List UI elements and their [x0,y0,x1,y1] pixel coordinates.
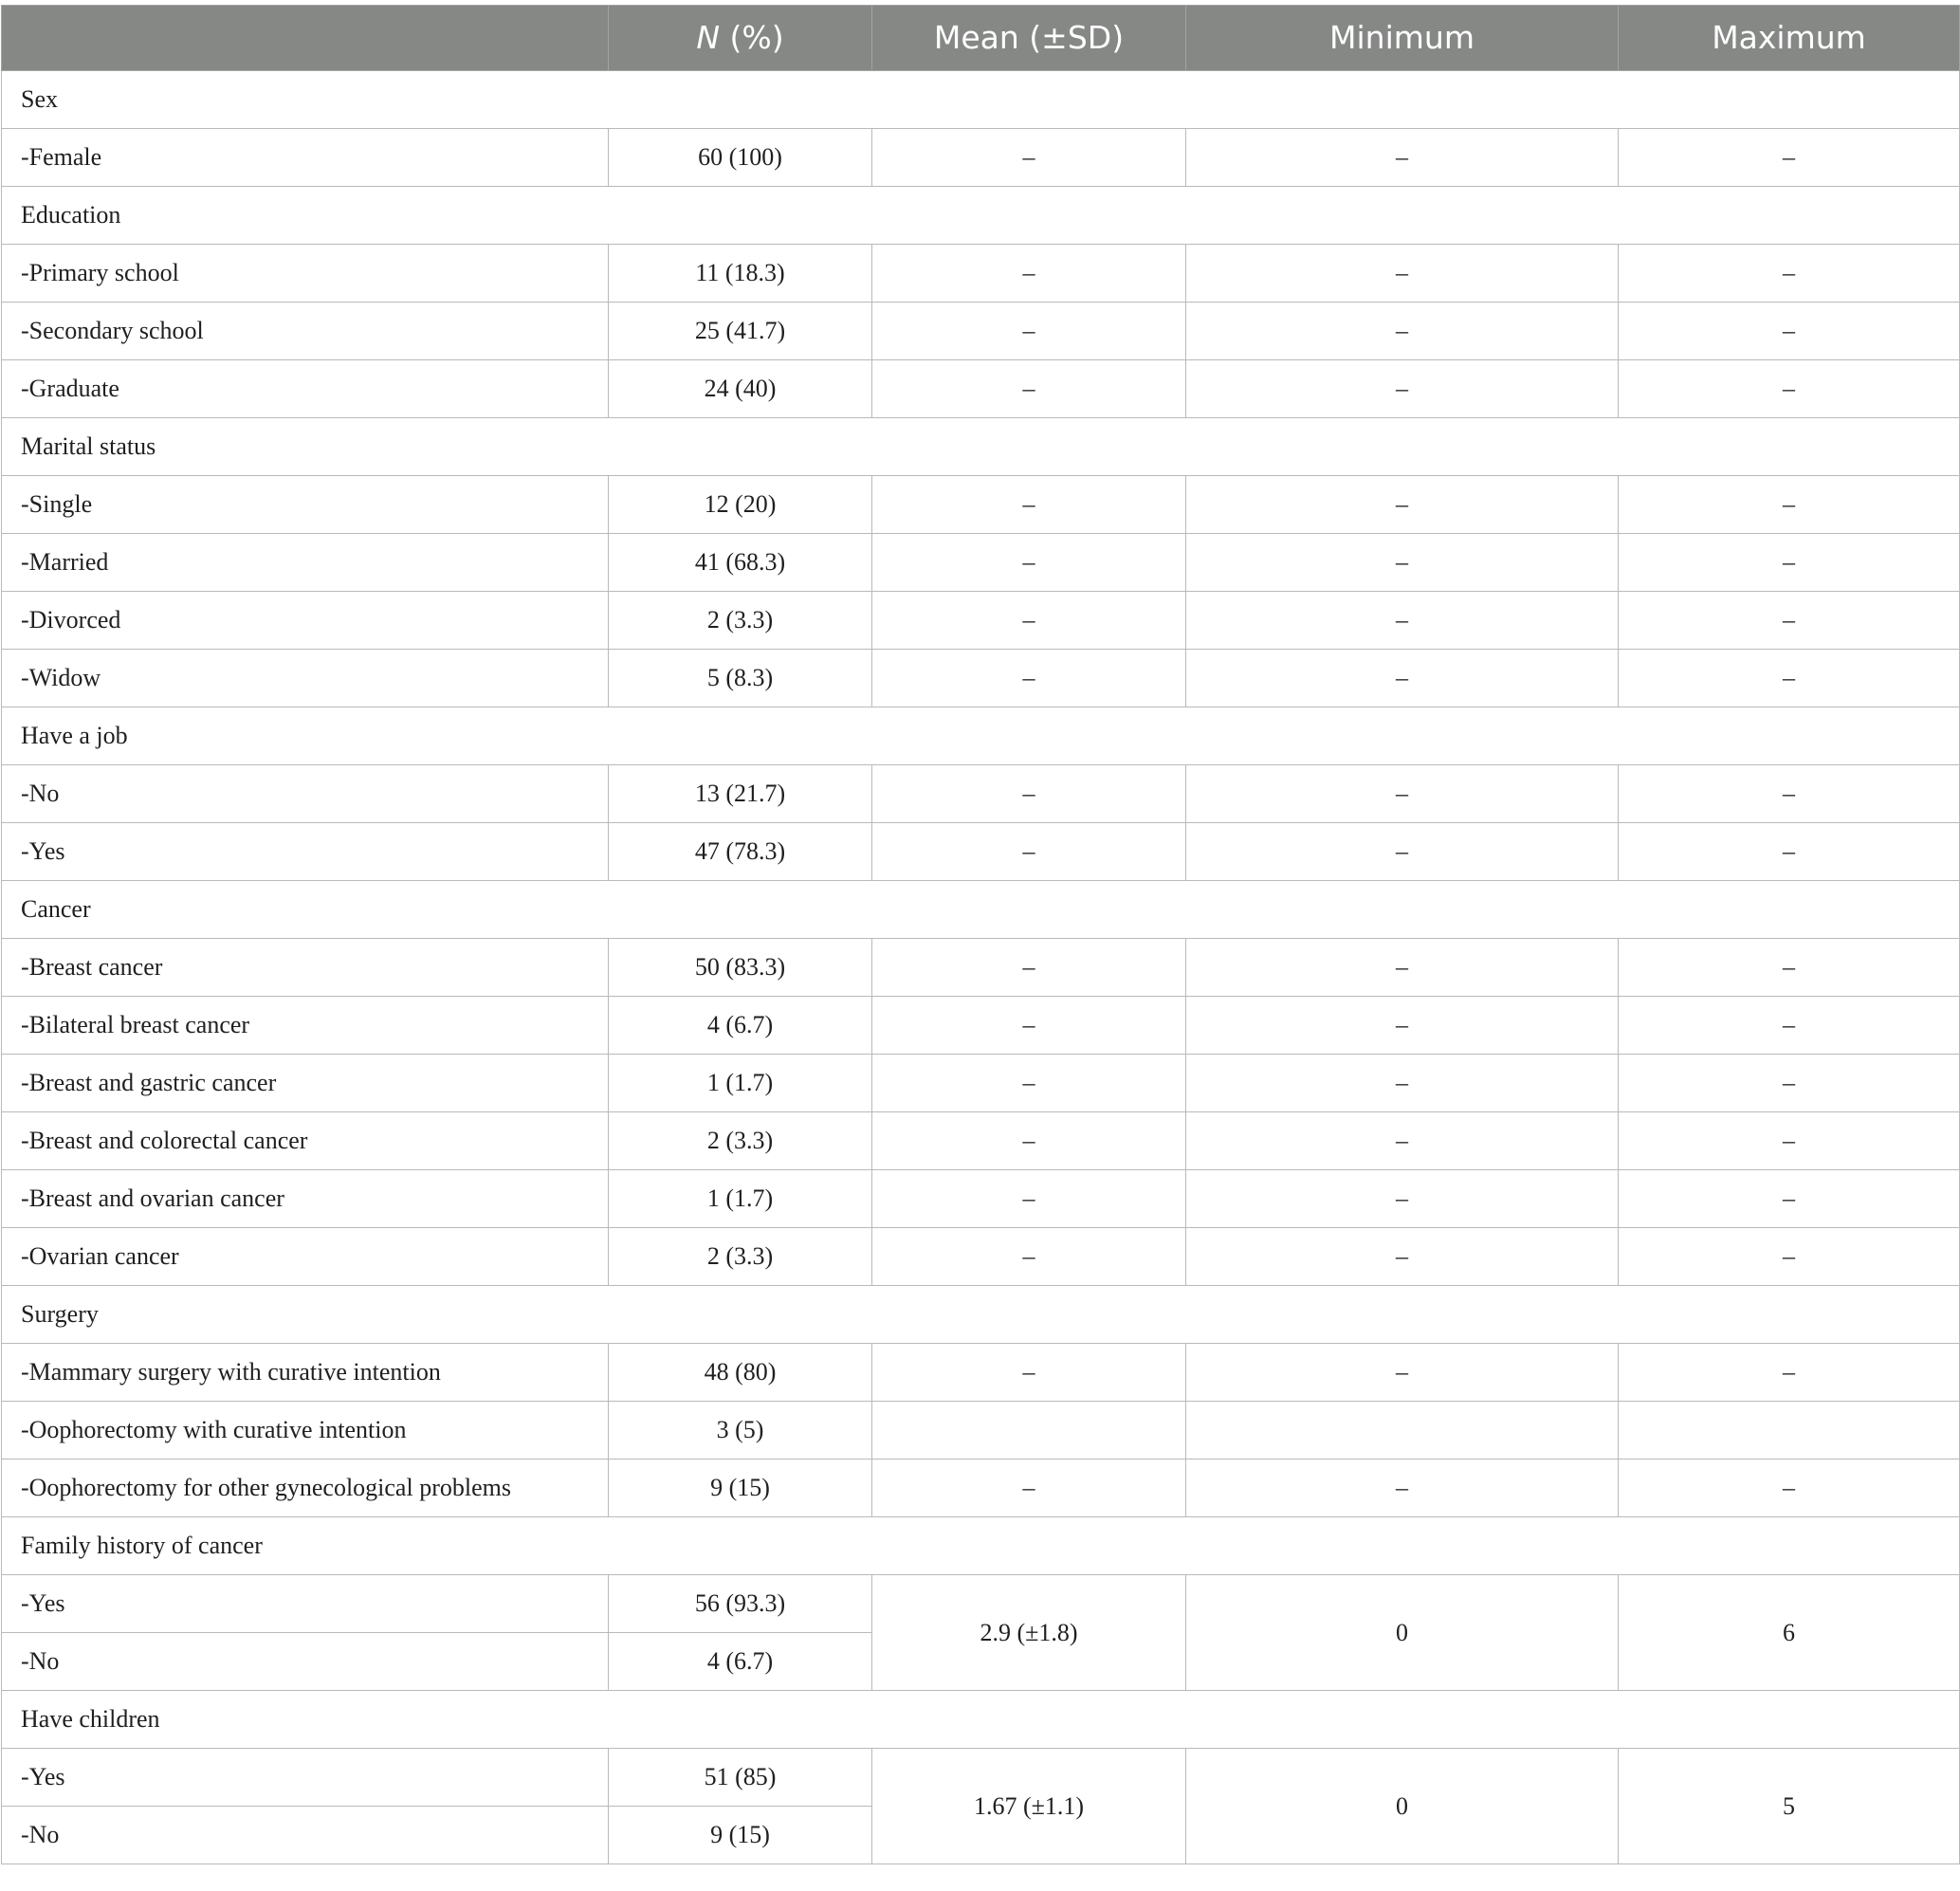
section-row-marital-status [2,418,1960,476]
n-percent-cell: 9 (15) [609,1460,872,1517]
minimum-cell: – [1186,1228,1619,1286]
table-row [2,1575,1960,1633]
maximum-cell-empty [1619,1402,1960,1460]
section-row-cancer [2,881,1960,939]
maximum-cell: – [1619,1112,1960,1170]
minimum-cell-empty [1186,1402,1619,1460]
n-percent-cell: 24 (40) [609,360,872,418]
minimum-cell: – [1186,476,1619,534]
n-percent-cell: 48 (80) [609,1344,872,1402]
row-label: -Oophorectomy with curative intention [2,1402,609,1460]
table-row [2,245,1960,303]
mean-cell: – [872,1170,1186,1228]
table-row [2,1460,1960,1517]
maximum-cell: – [1619,823,1960,881]
header-mean: Mean (±SD) [872,6,1186,71]
maximum-cell: – [1619,765,1960,823]
minimum-cell: – [1186,1170,1619,1228]
n-percent-cell: 4 (6.7) [609,1633,872,1691]
mean-cell: – [872,245,1186,303]
row-label: -Mammary surgery with curative intention [2,1344,609,1402]
n-percent-cell: 1 (1.7) [609,1170,872,1228]
maximum-cell: 6 [1619,1575,1960,1691]
section-title: Marital status [2,418,1960,476]
row-label: -Divorced [2,592,609,650]
n-percent-cell: 2 (3.3) [609,592,872,650]
section-row-education [2,187,1960,245]
maximum-cell: – [1619,592,1960,650]
header-maximum: Maximum [1619,6,1960,71]
n-percent-cell: 5 (8.3) [609,650,872,707]
header-n-letter: N [696,19,721,56]
mean-cell: – [872,476,1186,534]
section-title: Sex [2,71,1960,129]
n-percent-cell: 60 (100) [609,129,872,187]
n-percent-cell: 11 (18.3) [609,245,872,303]
mean-cell: – [872,360,1186,418]
mean-cell: – [872,1112,1186,1170]
minimum-cell: – [1186,1460,1619,1517]
section-row-have-children [2,1691,1960,1749]
maximum-cell: – [1619,1344,1960,1402]
mean-cell: – [872,823,1186,881]
maximum-cell: – [1619,1170,1960,1228]
row-label: -Secondary school [2,303,609,360]
maximum-cell: – [1619,476,1960,534]
table-row [2,939,1960,997]
header-minimum: Minimum [1186,6,1619,71]
section-title: Cancer [2,881,1960,939]
n-percent-cell: 2 (3.3) [609,1228,872,1286]
section-row-family-history [2,1517,1960,1575]
table-row [2,476,1960,534]
n-percent-cell: 9 (15) [609,1807,872,1864]
table-row [2,765,1960,823]
maximum-cell: – [1619,1228,1960,1286]
table-row [2,360,1960,418]
header-n-percent [609,6,872,71]
table-row [2,1112,1960,1170]
maximum-cell: 5 [1619,1749,1960,1864]
demographics-table [1,5,1960,1864]
row-label: -Widow [2,650,609,707]
table-row [2,1749,1960,1807]
row-label: -Single [2,476,609,534]
row-label: -Yes [2,823,609,881]
section-title: Education [2,187,1960,245]
maximum-cell: – [1619,650,1960,707]
row-label: -Breast and colorectal cancer [2,1112,609,1170]
n-percent-cell: 41 (68.3) [609,534,872,592]
minimum-cell: 0 [1186,1749,1619,1864]
minimum-cell: – [1186,303,1619,360]
table-row [2,1055,1960,1112]
row-label: -Breast and ovarian cancer [2,1170,609,1228]
row-label: -Primary school [2,245,609,303]
mean-cell: – [872,534,1186,592]
section-row-surgery [2,1286,1960,1344]
mean-cell: – [872,592,1186,650]
row-label: -Yes [2,1749,609,1807]
n-percent-cell: 50 (83.3) [609,939,872,997]
section-title: Have children [2,1691,1960,1749]
row-label: -No [2,1807,609,1864]
maximum-cell: – [1619,1055,1960,1112]
minimum-cell: – [1186,245,1619,303]
n-percent-cell: 25 (41.7) [609,303,872,360]
n-percent-cell: 12 (20) [609,476,872,534]
table-row [2,592,1960,650]
minimum-cell: – [1186,650,1619,707]
row-label: -Breast cancer [2,939,609,997]
minimum-cell: – [1186,997,1619,1055]
mean-cell: – [872,129,1186,187]
mean-cell: – [872,650,1186,707]
header-row [2,6,1960,71]
row-label: -Oophorectomy for other gynecological problems [2,1460,609,1517]
n-percent-cell: 1 (1.7) [609,1055,872,1112]
n-percent-cell: 2 (3.3) [609,1112,872,1170]
n-percent-cell: 4 (6.7) [609,997,872,1055]
n-percent-cell: 3 (5) [609,1402,872,1460]
maximum-cell: – [1619,360,1960,418]
maximum-cell: – [1619,303,1960,360]
row-label: -Yes [2,1575,609,1633]
mean-cell: – [872,997,1186,1055]
mean-cell: – [872,1460,1186,1517]
mean-cell: – [872,1344,1186,1402]
header-percent: (%) [720,19,784,56]
n-percent-cell: 13 (21.7) [609,765,872,823]
table-row [2,1170,1960,1228]
row-label: -Breast and gastric cancer [2,1055,609,1112]
row-label: -No [2,1633,609,1691]
row-label: -Bilateral breast cancer [2,997,609,1055]
minimum-cell: – [1186,534,1619,592]
mean-cell-empty [872,1402,1186,1460]
n-percent-cell: 51 (85) [609,1749,872,1807]
header-blank [2,6,609,71]
maximum-cell: – [1619,939,1960,997]
mean-cell: – [872,1228,1186,1286]
mean-cell: 1.67 (±1.1) [872,1749,1186,1864]
section-title: Family history of cancer [2,1517,1960,1575]
mean-cell: – [872,939,1186,997]
mean-cell: – [872,765,1186,823]
maximum-cell: – [1619,1460,1960,1517]
maximum-cell: – [1619,129,1960,187]
section-title: Surgery [2,1286,1960,1344]
minimum-cell: 0 [1186,1575,1619,1691]
n-percent-cell: 56 (93.3) [609,1575,872,1633]
minimum-cell: – [1186,1112,1619,1170]
minimum-cell: – [1186,823,1619,881]
minimum-cell: – [1186,592,1619,650]
table-row [2,1402,1960,1460]
table-row [2,1228,1960,1286]
minimum-cell: – [1186,1344,1619,1402]
minimum-cell: – [1186,765,1619,823]
minimum-cell: – [1186,939,1619,997]
row-label: -Female [2,129,609,187]
maximum-cell: – [1619,997,1960,1055]
section-row-sex [2,71,1960,129]
maximum-cell: – [1619,245,1960,303]
section-row-have-a-job [2,707,1960,765]
table-row [2,303,1960,360]
minimum-cell: – [1186,129,1619,187]
row-label: -Married [2,534,609,592]
table-row [2,1344,1960,1402]
mean-cell: 2.9 (±1.8) [872,1575,1186,1691]
table-row [2,997,1960,1055]
table-row [2,129,1960,187]
row-label: -Graduate [2,360,609,418]
table-row [2,534,1960,592]
table-row [2,823,1960,881]
row-label: -Ovarian cancer [2,1228,609,1286]
minimum-cell: – [1186,1055,1619,1112]
table-row [2,650,1960,707]
maximum-cell: – [1619,534,1960,592]
mean-cell: – [872,1055,1186,1112]
mean-cell: – [872,303,1186,360]
section-title: Have a job [2,707,1960,765]
n-percent-cell: 47 (78.3) [609,823,872,881]
minimum-cell: – [1186,360,1619,418]
row-label: -No [2,765,609,823]
